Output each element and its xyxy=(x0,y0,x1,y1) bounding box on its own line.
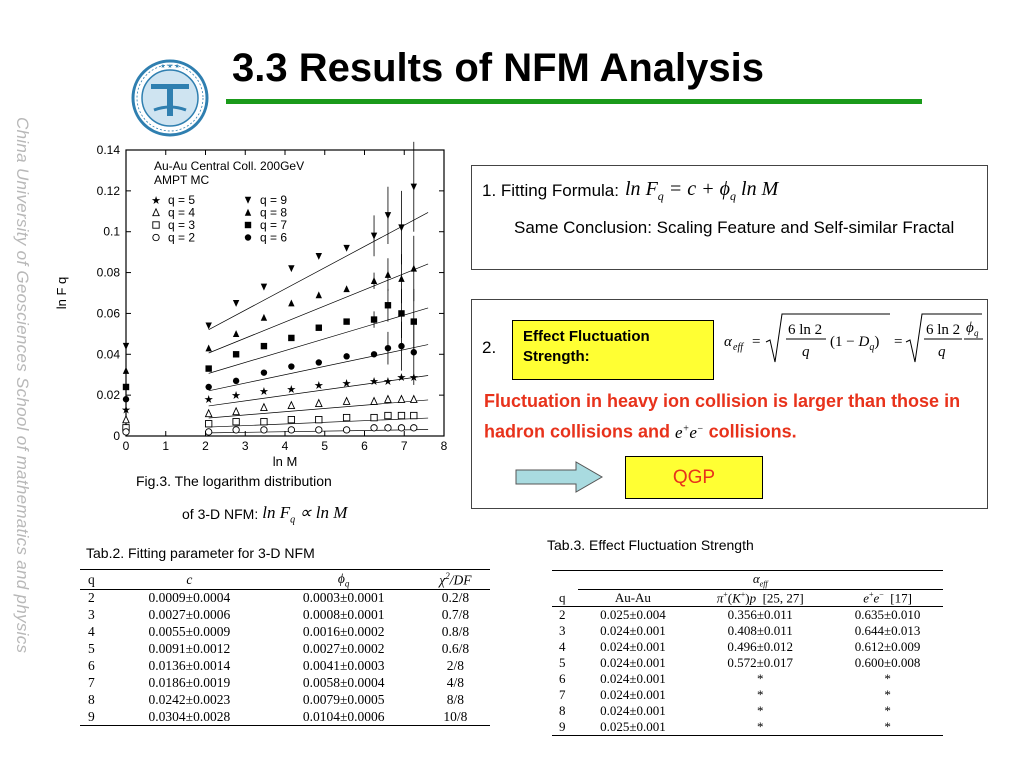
data-point xyxy=(261,284,267,291)
tab2-cell: 0.2/8 xyxy=(441,590,470,606)
data-point xyxy=(385,271,391,278)
data-point xyxy=(288,300,294,307)
figure-caption-prefix: of 3-D NFM: xyxy=(182,506,259,523)
data-point xyxy=(316,359,322,365)
data-point: ★ xyxy=(408,371,419,384)
qgp-label: QGP xyxy=(625,456,763,499)
data-point xyxy=(398,396,404,403)
tab2-cell: 0.8/8 xyxy=(441,624,470,639)
tab2-cell: 0.0027±0.0006 xyxy=(148,607,231,622)
y-tick-label: 0.04 xyxy=(96,347,120,362)
y-tick-label: 0.06 xyxy=(96,306,120,321)
tab2-cell: 0.7/8 xyxy=(441,607,470,622)
tab3-cell: 0.356±0.011 xyxy=(727,606,793,622)
tab3-cell: 0.496±0.012 xyxy=(727,638,794,654)
x-tick-label: 7 xyxy=(400,439,408,453)
legend-marker xyxy=(245,222,251,228)
figure-caption-formula: $\ln F_q \propto \ln M$ xyxy=(262,503,348,526)
data-point: ★ xyxy=(383,375,393,388)
data-point xyxy=(371,398,377,405)
data-point xyxy=(233,378,239,384)
data-point xyxy=(411,265,417,272)
y-tick-label: 0.12 xyxy=(96,183,120,198)
legend-label: q = 9 xyxy=(260,193,288,207)
tab3-cell: * xyxy=(884,670,891,686)
data-point xyxy=(385,212,391,219)
x-tick-label: 1 xyxy=(162,439,170,453)
tab3-row xyxy=(552,623,943,639)
tab2-row xyxy=(80,709,490,726)
fit-line xyxy=(209,264,428,353)
data-point xyxy=(411,184,417,191)
tab2-cell: 0.0027±0.0002 xyxy=(302,641,385,656)
tab3-cell: * xyxy=(884,718,891,734)
legend-marker xyxy=(245,197,251,204)
fluctuation-conclusion-text: Fluctuation in heavy ion collision is larger than those in hadron collisions and xyxy=(484,391,961,442)
data-point xyxy=(123,416,129,423)
legend-label: q = 8 xyxy=(260,205,288,220)
data-point xyxy=(261,427,267,433)
tab3-cell: 8 xyxy=(559,702,566,718)
tab2-cell: 0.0058±0.0004 xyxy=(302,675,385,690)
tab2-row xyxy=(80,658,490,675)
tab3-group-header-row xyxy=(552,571,943,590)
tab3-caption: Tab.3. Effect Fluctuation Strength xyxy=(547,537,754,553)
data-point xyxy=(371,316,377,322)
y-tick-label: 0.1 xyxy=(103,224,120,239)
tab2-row xyxy=(80,675,490,692)
watermark-text: China University of Geosciences School of mathematics and physics xyxy=(13,116,32,654)
data-point xyxy=(343,414,349,420)
data-point xyxy=(261,369,267,375)
tab2-row xyxy=(80,692,490,709)
legend-marker xyxy=(153,209,159,216)
data-point xyxy=(288,416,294,422)
tab2-cell: 6 xyxy=(88,658,95,673)
tab2-row xyxy=(80,641,490,658)
tab3-group-header: $\alpha_{eff}$ xyxy=(578,571,944,590)
tab2-cell: 4 xyxy=(88,624,95,639)
data-point xyxy=(316,427,322,433)
legend-marker xyxy=(245,209,251,216)
x-tick-label: 2 xyxy=(202,439,209,453)
data-point xyxy=(288,402,294,409)
tab2-cell: 0.0104±0.0006 xyxy=(302,708,385,724)
data-point xyxy=(411,425,417,431)
effect-fluctuation-label: Effect Fluctuation Strength: xyxy=(512,320,714,380)
svg-text:α: α xyxy=(724,334,732,350)
data-point xyxy=(288,265,294,272)
x-axis-label: ln M xyxy=(272,454,298,469)
tab2-cell: 10/8 xyxy=(443,708,468,724)
figure-caption: Fig.3. The logarithm distribution xyxy=(136,473,332,489)
x-tick-label: 3 xyxy=(241,439,249,453)
data-point xyxy=(233,351,239,357)
data-point: ★ xyxy=(286,384,297,397)
chart-subtitle: AMPT MC xyxy=(154,173,210,187)
svg-text:★ ★ ★: ★ ★ ★ xyxy=(160,64,180,70)
data-point xyxy=(371,277,377,284)
data-point xyxy=(205,365,211,371)
tab2-cell: 0.6/8 xyxy=(441,641,470,656)
tab2-caption: Tab.2. Fitting parameter for 3-D NFM xyxy=(86,545,315,561)
x-tick-label: 4 xyxy=(281,439,289,453)
fitting-formula-label: 1. Fitting Formula: xyxy=(482,181,619,200)
legend-label: q = 6 xyxy=(260,230,288,245)
data-point xyxy=(385,345,391,351)
legend-marker: ★ xyxy=(151,195,161,207)
data-point xyxy=(411,412,417,418)
data-point: ★ xyxy=(121,404,131,417)
svg-text:=: = xyxy=(752,334,761,350)
tab2-header-phi: $\phi_q$ xyxy=(337,570,350,589)
data-point: ★ xyxy=(258,386,269,399)
tab3-header-auau: Au-Au xyxy=(614,589,651,605)
tab2-cell: 0.0242±0.0023 xyxy=(148,692,231,707)
data-point xyxy=(411,396,417,403)
tab2-cell: 0.0091±0.0012 xyxy=(148,641,231,656)
data-point: ★ xyxy=(203,394,214,407)
svg-text:q: q xyxy=(802,344,810,360)
data-point xyxy=(371,351,377,357)
tab3-cell: * xyxy=(884,702,891,718)
legend-marker xyxy=(245,234,251,240)
svg-text:=: = xyxy=(894,334,903,350)
tab3-cell: 0.600±0.008 xyxy=(854,654,921,670)
tab3-row xyxy=(552,703,943,719)
data-point xyxy=(123,396,129,402)
tab2-cell: 0.0008±0.0001 xyxy=(302,607,385,622)
tab2-header-row xyxy=(80,570,490,590)
university-seal-logo xyxy=(124,58,216,138)
data-point: ★ xyxy=(231,390,242,403)
data-point xyxy=(385,302,391,308)
x-tick-label: 8 xyxy=(440,439,448,453)
tab2-header-q: q xyxy=(88,571,95,587)
figure-caption-line2 xyxy=(182,503,347,525)
data-point xyxy=(261,343,267,349)
x-tick-label: 6 xyxy=(361,439,368,453)
y-tick-label: 0.02 xyxy=(96,388,120,403)
data-point xyxy=(123,343,129,350)
tab2-cell: 0.0016±0.0002 xyxy=(302,624,385,639)
tab3-cell: 6 xyxy=(559,670,566,686)
tab2-cell: 7 xyxy=(88,675,95,690)
chart-title: Au-Au Central Coll. 200GeV xyxy=(154,159,305,173)
fitting-parameter-table xyxy=(80,569,490,726)
svg-text:q: q xyxy=(938,344,946,360)
data-point xyxy=(316,291,322,298)
legend-marker xyxy=(153,234,159,240)
data-point xyxy=(233,300,239,307)
data-point xyxy=(398,310,404,316)
data-point xyxy=(371,414,377,420)
tab3-cell: 3 xyxy=(559,622,566,638)
same-conclusion-text: Same Conclusion: Scaling Feature and Self-similar Fractal xyxy=(514,218,955,237)
tab2-cell: 0.0079±0.0005 xyxy=(302,692,385,707)
effect-fluctuation-table xyxy=(552,570,943,736)
tab3-group-spacer xyxy=(552,571,578,590)
tab3-row xyxy=(552,671,943,687)
tab2-cell: 0.0003±0.0001 xyxy=(302,590,385,606)
legend-label: q = 4 xyxy=(168,205,196,220)
y-tick-label: 0.14 xyxy=(96,143,120,157)
data-point xyxy=(316,325,322,331)
legend-label: q = 7 xyxy=(260,218,288,232)
svg-text:eff: eff xyxy=(733,342,743,353)
tab2-cell: 0.0009±0.0004 xyxy=(148,590,231,606)
y-axis-label: ln F q xyxy=(54,276,69,310)
data-point xyxy=(411,349,417,355)
data-point xyxy=(316,253,322,260)
tab2-cell: 8 xyxy=(88,692,95,707)
slide-title: 3.3 Results of NFM Analysis xyxy=(232,46,764,90)
data-point xyxy=(205,410,211,417)
data-point xyxy=(123,384,129,390)
data-point xyxy=(233,330,239,337)
tab2-cell: 0.0055±0.0009 xyxy=(148,624,231,639)
data-point xyxy=(205,344,211,351)
x-tick-label: 0 xyxy=(122,439,130,453)
tab2-cell: 0.0136±0.0014 xyxy=(148,658,231,673)
tab3-cell: 0.025±0.001 xyxy=(600,718,666,734)
data-point xyxy=(288,363,294,369)
data-point xyxy=(385,412,391,418)
data-point xyxy=(123,429,129,435)
data-point xyxy=(371,233,377,240)
svg-text:6 ln 2: 6 ln 2 xyxy=(926,322,961,338)
data-point: ★ xyxy=(369,375,379,388)
data-point: ★ xyxy=(341,377,352,390)
tab3-cell: 4 xyxy=(559,638,566,654)
tab3-row xyxy=(552,639,943,655)
data-point xyxy=(261,419,267,425)
data-point xyxy=(398,275,404,282)
tab3-cell: 5 xyxy=(559,654,566,670)
svg-text:ϕ: ϕ xyxy=(966,320,974,336)
tab3-cell: * xyxy=(756,718,764,734)
vertical-watermark xyxy=(2,40,42,730)
data-point xyxy=(123,367,129,374)
data-point xyxy=(316,416,322,422)
tab3-cell: * xyxy=(884,686,891,702)
fit-line xyxy=(209,212,428,329)
tab3-header-row xyxy=(552,589,943,606)
data-point xyxy=(205,384,211,390)
tab3-cell: 9 xyxy=(559,718,566,734)
legend-label: q = 2 xyxy=(168,230,196,245)
tab3-cell: 0.024±0.001 xyxy=(600,622,666,638)
tab3-cell: * xyxy=(756,686,764,702)
data-point xyxy=(385,425,391,431)
tab2-cell: 8/8 xyxy=(446,692,465,707)
data-point xyxy=(205,429,211,435)
data-point xyxy=(343,285,349,292)
data-point: ★ xyxy=(396,371,407,384)
tab3-cell: 0.612±0.009 xyxy=(854,638,921,654)
tab3-row xyxy=(552,687,943,703)
tab2-cell: 3 xyxy=(88,607,95,622)
x-tick-label: 5 xyxy=(321,439,329,453)
tab3-row xyxy=(552,719,943,736)
tab3-cell: 0.635±0.010 xyxy=(854,606,921,622)
tab2-cell: 9 xyxy=(88,708,95,724)
tab2-row xyxy=(80,590,490,607)
arrow-right-icon xyxy=(514,461,604,493)
point2-number: 2. xyxy=(482,338,497,357)
tab2-cell: 4/8 xyxy=(446,675,465,690)
title-underline xyxy=(226,99,922,104)
data-point: ★ xyxy=(313,379,324,392)
y-tick-label: 0 xyxy=(113,429,120,443)
tab2-row xyxy=(80,607,490,624)
tab3-cell: 2 xyxy=(559,606,566,622)
fitting-formula-line xyxy=(482,178,778,204)
svg-text:6 ln 2: 6 ln 2 xyxy=(788,322,823,338)
data-point xyxy=(233,408,239,415)
data-point xyxy=(261,404,267,411)
data-point xyxy=(343,353,349,359)
data-point xyxy=(398,412,404,418)
alpha-eff-formula xyxy=(722,308,984,372)
tab3-cell: 0.024±0.001 xyxy=(600,638,666,654)
data-point xyxy=(288,335,294,341)
data-point xyxy=(343,398,349,405)
tab3-header-q: q xyxy=(559,589,566,605)
tab2-cell: 2/8 xyxy=(446,658,465,673)
tab3-cell: 0.024±0.001 xyxy=(600,702,666,718)
tab2-row xyxy=(80,624,490,641)
data-point xyxy=(233,419,239,425)
data-point xyxy=(343,427,349,433)
legend-label: q = 5 xyxy=(168,193,196,207)
data-point xyxy=(398,343,404,349)
data-point xyxy=(205,421,211,427)
tab3-row xyxy=(552,655,943,671)
tab3-header-hadron: π+(K+)p [25, 27] xyxy=(716,589,804,605)
tab3-cell: 7 xyxy=(559,686,566,702)
tab2-header-chi2: $\chi^2/DF$ xyxy=(439,570,472,588)
tab3-cell: 0.024±0.001 xyxy=(600,654,666,670)
data-point xyxy=(343,318,349,324)
tab3-cell: 0.572±0.017 xyxy=(727,654,794,670)
data-point xyxy=(371,425,377,431)
tab3-cell: 0.025±0.004 xyxy=(600,606,666,622)
tab3-cell: 0.644±0.013 xyxy=(854,622,921,638)
fluctuation-conclusion-end: collisions. xyxy=(708,421,797,442)
fluctuation-conclusion xyxy=(484,388,989,446)
nfm-log-plot xyxy=(54,140,456,480)
fitting-formula: $\ln F_q = c + \phi_q$ ln M xyxy=(625,178,779,203)
tab3-cell: * xyxy=(756,702,764,718)
tab2-cell: 5 xyxy=(88,641,95,656)
data-point xyxy=(261,314,267,321)
data-point xyxy=(385,396,391,403)
tab3-cell: 0.408±0.011 xyxy=(727,622,793,638)
tab3-cell: 0.024±0.001 xyxy=(600,670,666,686)
data-point xyxy=(288,427,294,433)
data-point xyxy=(316,400,322,407)
tab2-cell: 0.0186±0.0019 xyxy=(148,675,231,690)
tab3-row xyxy=(552,606,943,623)
legend-label: q = 3 xyxy=(168,218,196,232)
y-tick-label: 0.08 xyxy=(96,265,120,280)
legend-marker xyxy=(153,222,159,228)
tab2-cell: 2 xyxy=(88,590,95,606)
tab3-cell: 0.024±0.001 xyxy=(600,686,666,702)
tab3-header-ee: e+e− [17] xyxy=(863,589,912,605)
data-point xyxy=(233,427,239,433)
tab3-cell: * xyxy=(756,670,764,686)
fitting-formula-box xyxy=(471,165,988,270)
tab2-header-c: c xyxy=(186,571,193,587)
electron-positron-symbol: e+e− xyxy=(675,422,704,442)
data-point xyxy=(398,425,404,431)
tab2-cell: 0.0041±0.0003 xyxy=(302,658,385,673)
svg-text:(1 − Dq): $(1 - D_q)$ xyxy=(830,334,880,353)
svg-text:q: q xyxy=(974,328,979,338)
tab2-cell: 0.0304±0.0028 xyxy=(148,708,231,724)
data-point xyxy=(343,245,349,252)
